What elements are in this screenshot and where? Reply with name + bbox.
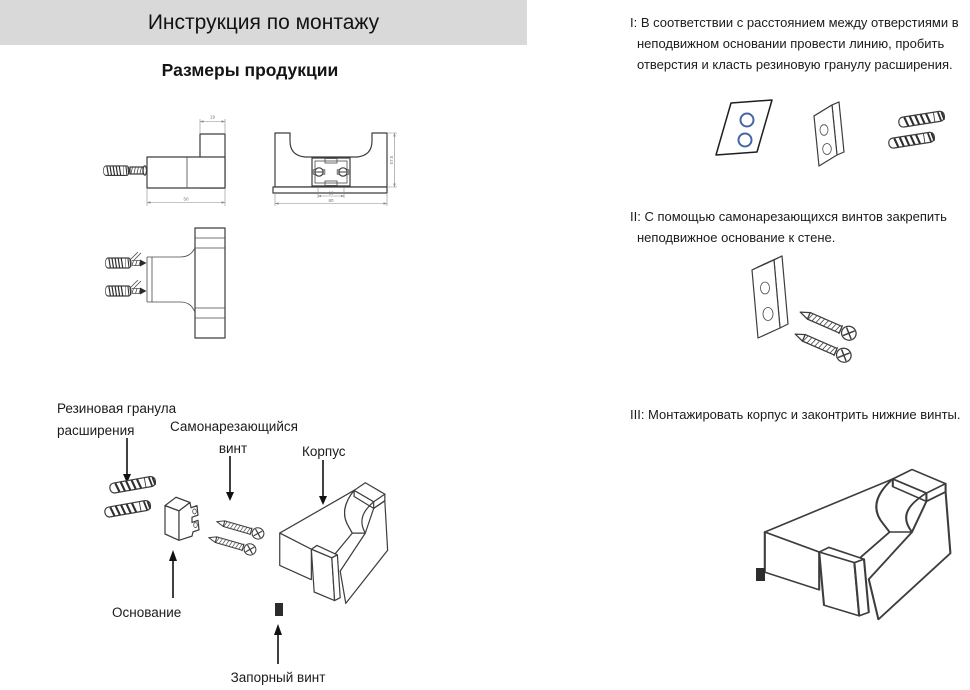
wall-panel-illustration xyxy=(716,100,772,155)
step-3-text: III: Монтажировать корпус и законтрить нижние винты. xyxy=(630,407,961,422)
profile-view-hook-outline xyxy=(147,228,225,338)
step-3-illustration xyxy=(742,448,957,630)
base-plate-illustration xyxy=(814,102,844,166)
base-illustration xyxy=(165,497,199,540)
side-view-hook-outline xyxy=(147,134,225,188)
dim-label: 19 xyxy=(209,114,216,120)
lock-screw-illustration xyxy=(756,568,765,581)
step-2-text: II: С помощью самонарезающихся винтов закрепить неподвижное основание к стене. xyxy=(630,209,947,245)
step-1-illustration xyxy=(695,92,963,180)
arrow-down-icon xyxy=(319,460,327,505)
side-view-drawing xyxy=(83,103,245,215)
profile-anchor-screw xyxy=(105,252,146,268)
section-title-product-dimensions: Размеры продукции xyxy=(161,60,339,80)
profile-anchor-screw xyxy=(105,280,146,296)
step-2-illustration xyxy=(728,253,923,388)
dim-label: 57.5 xyxy=(388,155,394,165)
arrow-up-icon xyxy=(169,550,177,598)
header-bar xyxy=(0,0,527,45)
dim-label: 80 xyxy=(328,197,334,203)
side-view-screw-anchor xyxy=(103,166,146,176)
rubber-plug-illustration xyxy=(888,111,945,149)
dim-label: 50 xyxy=(183,196,189,202)
arrow-down-icon xyxy=(226,456,234,501)
page-title: Инструкция по монтажу xyxy=(147,10,380,34)
front-view-mount-plate xyxy=(312,158,350,186)
label-rubber-plug: Резиновая гранула расширения xyxy=(57,401,177,438)
exploded-assembly-diagram xyxy=(50,430,400,668)
screw-illustration xyxy=(207,516,265,556)
label-self-tapping-screw: Самонарезающийся винт xyxy=(170,419,298,456)
profile-view-drawing xyxy=(83,222,233,357)
arrow-down-icon xyxy=(123,438,131,483)
step-1-text: I: В соответствии с расстоянием между отверстиями в неподвижном основании провести линию, пробить отверстия и класть резиновую гранулу расширения. xyxy=(630,15,959,72)
front-view-drawing xyxy=(263,103,403,215)
screw-illustration xyxy=(792,306,858,365)
arrow-up-icon xyxy=(274,624,282,664)
label-base: Основание xyxy=(112,605,182,620)
dim-label: 18 xyxy=(328,190,334,196)
label-lock-screw: Запорный винт xyxy=(230,670,326,685)
body-illustration xyxy=(765,470,951,620)
lock-screw-illustration xyxy=(275,603,283,616)
body-illustration xyxy=(280,483,388,604)
base-plate-illustration xyxy=(752,256,788,338)
rubber-plug-illustration xyxy=(104,476,156,518)
label-body: Корпус xyxy=(302,444,346,459)
